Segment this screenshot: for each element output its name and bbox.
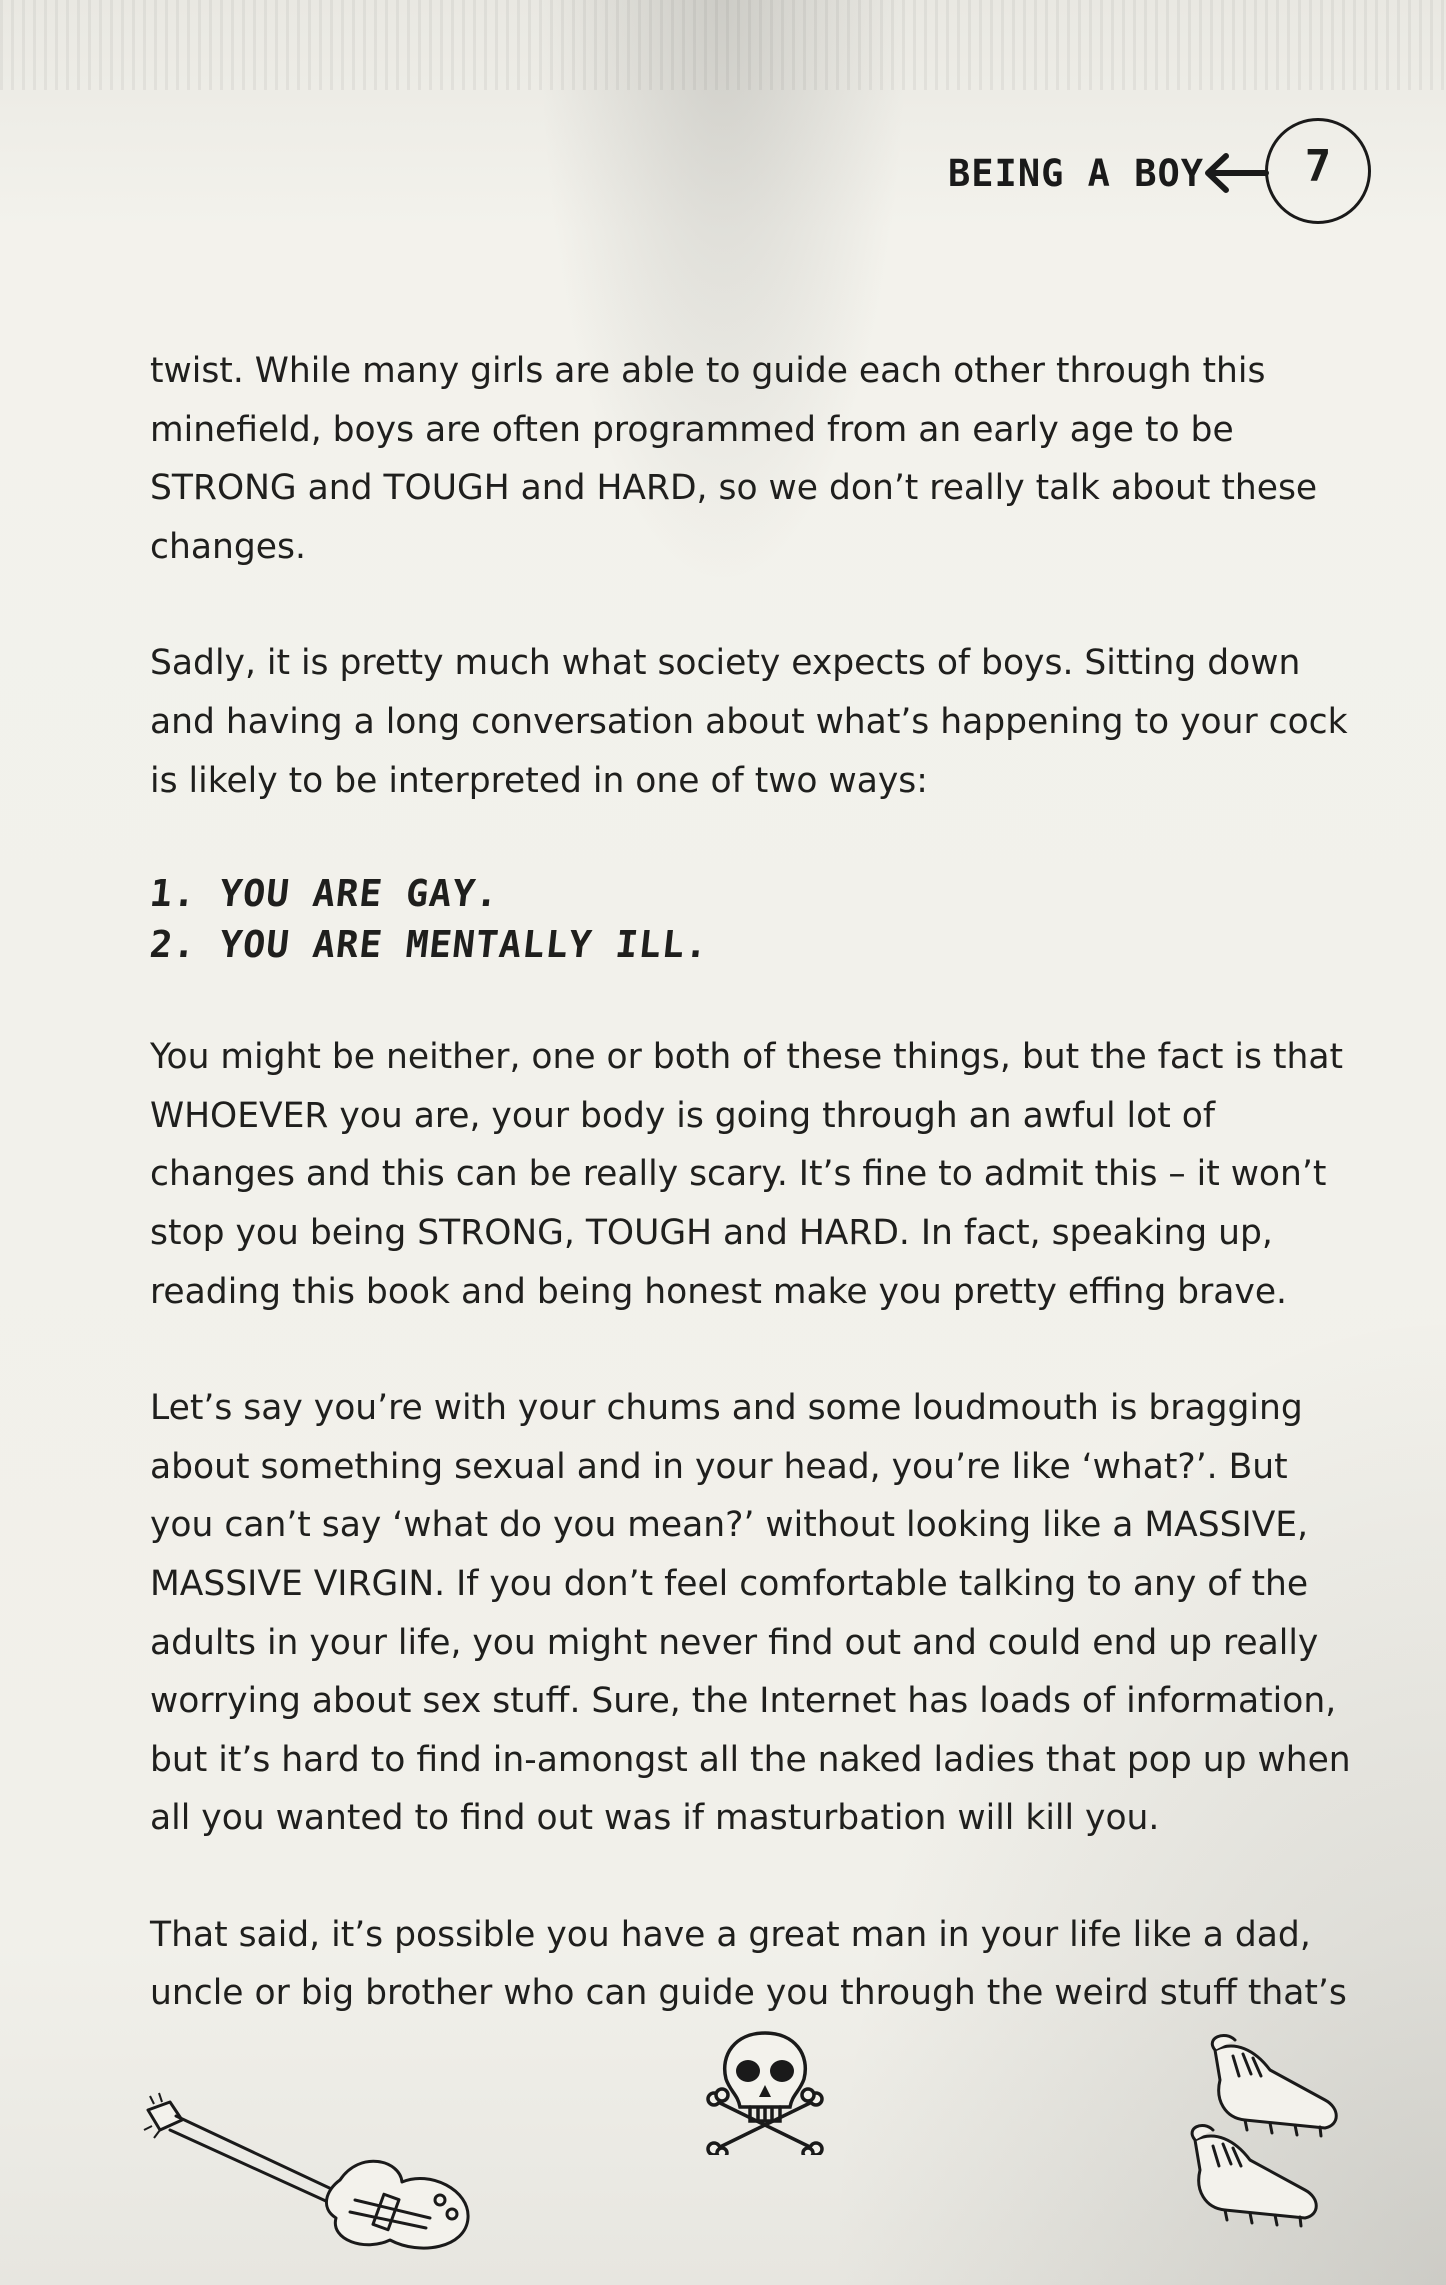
page-edge-texture <box>0 0 1446 90</box>
list-item: 2. YOU ARE MENTALLY ILL. <box>147 923 711 967</box>
page-number-badge <box>1265 118 1371 224</box>
page-number: 7 <box>1304 141 1332 192</box>
running-head-title: BEING A BOY <box>948 152 1205 195</box>
paragraph: Let’s say you’re with your chums and some loudmouth is bragging about something sexual and in your head, you’re like ‘what?’. But you can’t say ‘what do you mean?’ without looking like a MASSIVE, MASSIVE VIRGIN. If you don’t feel comfortable talking to any of the adults in your life, you might never find out and could end up really worrying about sex stuff. Sure, the Internet has loads of information, but it’s hard to find in-amongst all the naked ladies that pop up when all you wanted to find out was if masturbation will kill you. <box>150 1388 1351 1839</box>
skull-crossbones-icon <box>700 2025 830 2155</box>
paragraph: twist. While many girls are able to guide each other through this minefield, boys are often programmed from an early age to be STRONG and TOUGH and HARD, so we don’t really talk about these changes. <box>150 351 1318 567</box>
paragraph: You might be neither, one or both of these things, but the fact is that WHOEVER you are, your body is going through an awful lot of changes and this can be really scary. It’s fine to admit this – it won’t stop you being STRONG, TOUGH and HARD. In fact, speaking up, reading this book and being honest make you pretty effing brave. <box>150 1037 1344 1312</box>
guitar-icon <box>140 2090 490 2260</box>
running-header <box>930 118 1370 230</box>
paragraph: That said, it’s possible you have a great man in your life like a dad, uncle or big brother who can guide you through the weird stuff that’s <box>150 1914 1347 2014</box>
left-arrow-icon <box>1200 148 1270 198</box>
numbered-list <box>147 868 1360 970</box>
football-boots-icon <box>1175 2030 1355 2230</box>
paragraph: Sadly, it is pretty much what society expects of boys. Sitting down and having a long conversation about what’s happening to your cock is likely to be interpreted in one of two ways: <box>150 643 1348 801</box>
body-text <box>147 342 1360 2023</box>
list-item: 1. YOU ARE GAY. <box>147 872 502 916</box>
